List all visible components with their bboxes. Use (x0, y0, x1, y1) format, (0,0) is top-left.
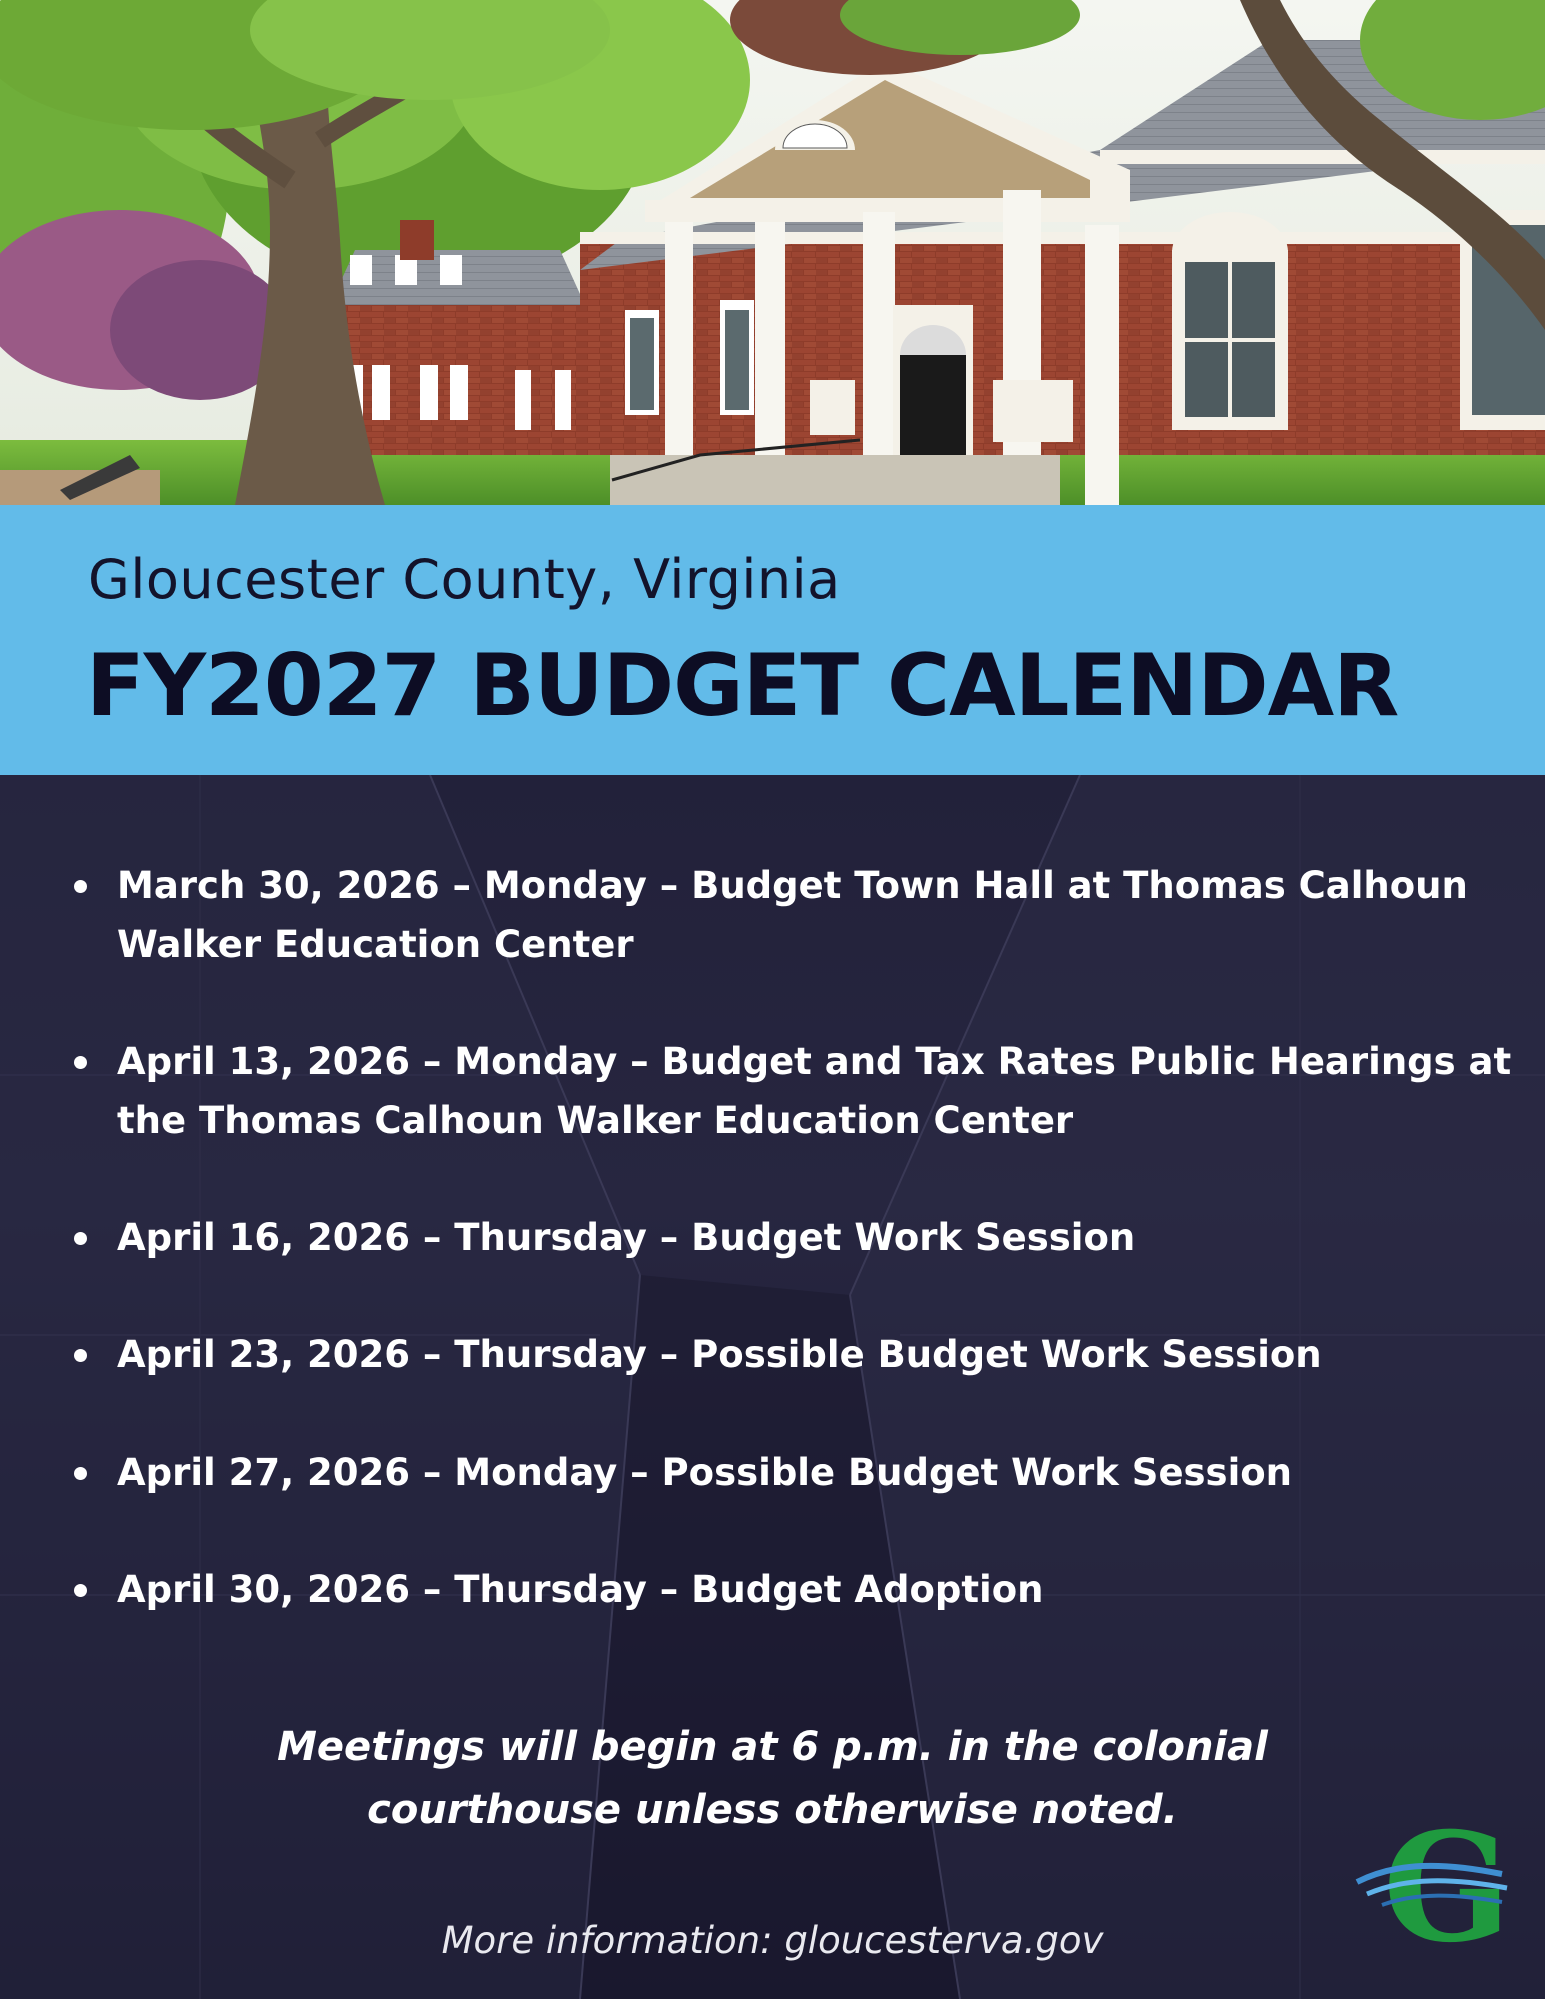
bullet-icon (74, 1467, 87, 1480)
event-text: March 30, 2026 – Monday – Budget Town Hall at Thomas Calhoun Walker Education Center (117, 864, 1468, 966)
more-info-link[interactable]: More information: gloucesterva.gov (441, 1919, 1104, 1962)
note-line-2: courthouse unless otherwise noted. (367, 1787, 1178, 1833)
gloucester-g-logo-icon (1352, 1822, 1522, 1954)
bullet-icon (74, 880, 87, 893)
hero-photo-courthouse (0, 0, 1545, 505)
page-title: FY2027 BUDGET CALENDAR (86, 636, 1399, 736)
meeting-time-note (0, 1716, 1545, 1842)
event-text: April 13, 2026 – Monday – Budget and Tax Rates Public Hearings at the Thomas Calhoun Walker Education Center (117, 1040, 1512, 1142)
bullet-icon (74, 1232, 87, 1245)
event-text: April 23, 2026 – Thursday – Possible Budget Work Session (117, 1333, 1322, 1376)
event-text: April 30, 2026 – Thursday – Budget Adoption (117, 1568, 1044, 1611)
note-line-1: Meetings will begin at 6 p.m. in the colonial (277, 1724, 1268, 1770)
event-text: April 16, 2026 – Thursday – Budget Work Session (117, 1216, 1136, 1259)
event-text: April 27, 2026 – Monday – Possible Budget Work Session (117, 1451, 1293, 1494)
county-subtitle: Gloucester County, Virginia (88, 548, 841, 611)
logo-letter: G (1382, 1822, 1512, 1954)
bullet-icon (74, 1349, 87, 1362)
bullet-icon (74, 1584, 87, 1597)
bullet-icon (74, 1056, 87, 1069)
